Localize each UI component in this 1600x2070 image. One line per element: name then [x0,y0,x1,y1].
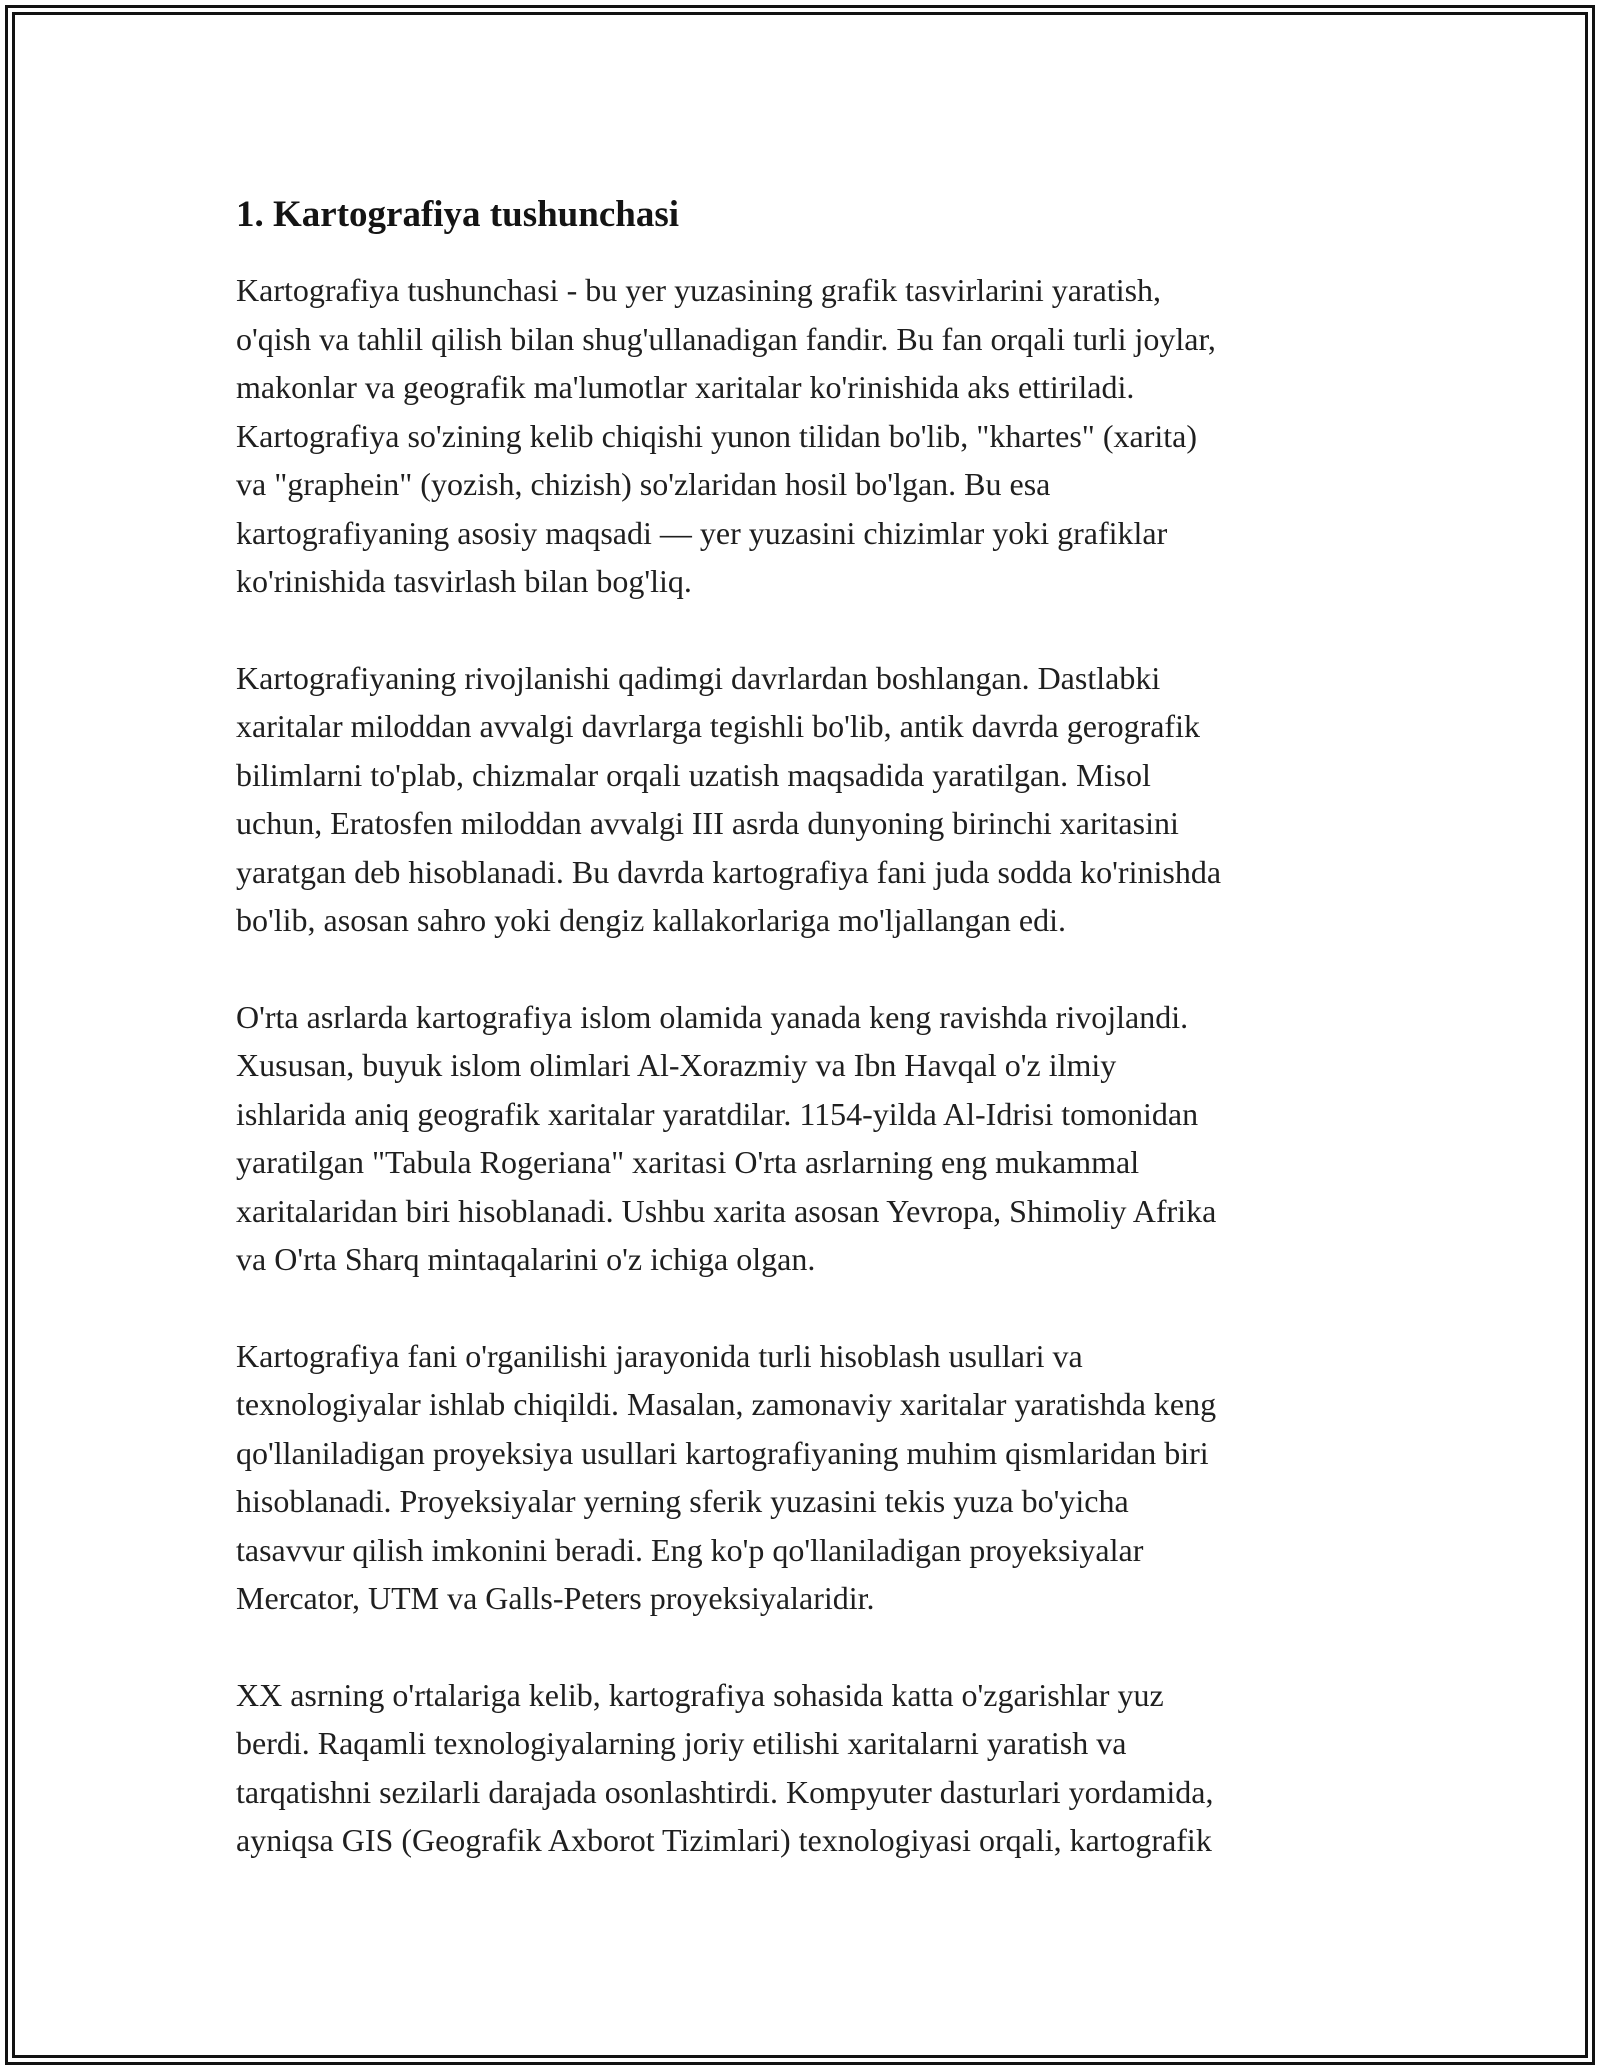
paragraph-line: tasavvur qilish imkonini beradi. Eng ko'p qo'llaniladigan proyeksiyalar [236,1531,1144,1568]
paragraph-line: Xususan, buyuk islom olimlari Al-Xorazmiy va Ibn Havqal o'z ilmiy [236,1047,1117,1083]
paragraph-line: Kartografiya fani o'rganilishi jarayonida turli hisoblash usullari va [236,1337,1083,1374]
paragraph-line: ko'rinishida tasvirlash bilan bog'liq. [236,563,692,599]
document-content [236,186,1386,1913]
paragraph-line: berdi. Raqamli texnologiyalarning joriy etilishi xaritalarni yaratish va [236,1725,1127,1761]
paragraph-line: tarqatishni sezilarli darajada osonlashtirdi. Kompyuter dasturlari yordamida, [236,1773,1214,1810]
paragraph-line: qo'llaniladigan proyeksiya usullari kartografiyaning muhim qismlaridan biri [236,1434,1209,1471]
paragraph-line: hisoblanadi. Proyeksiyalar yerning sferik yuzasini tekis yuza bo'yicha [236,1483,1129,1519]
paragraph-line: texnologiyalar ishlab chiqildi. Masalan, zamonaviy xaritalar yaratishda keng [236,1386,1217,1422]
paragraph-line: yaratgan deb hisoblanadi. Bu davrda kartografiya fani juda sodda ko'rinishda [236,853,1222,890]
paragraph-line: Mercator, UTM va Galls-Peters proyeksiyalaridir. [236,1580,875,1616]
paragraph-line: kartografiyaning asosiy maqsadi — yer yuzasini chizimlar yoki grafiklar [236,514,1168,551]
paragraph-definition [236,266,1386,606]
paragraph-line: ishlarida aniq geografik xaritalar yaratdilar. 1154-yilda Al-Idrisi tomonidan [236,1095,1199,1132]
paragraph-line: ayniqsa GIS (Geografik Axborot Tizimlari) texnologiyasi orqali, kartografik [236,1822,1212,1858]
paragraph-line: XX asrning o'rtalariga kelib, kartografiya sohasida katta o'zgarishlar yuz [236,1676,1164,1713]
paragraph-line: va O'rta Sharq mintaqalarini o'z ichiga olgan. [236,1241,816,1277]
paragraph-digital-era [236,1671,1386,1865]
paragraph-line: O'rta asrlarda kartografiya islom olamida yanada keng ravishda rivojlandi. [236,998,1189,1035]
paragraph-line: uchun, Eratosfen miloddan avvalgi III asrda dunyoning birinchi xaritasini [236,805,1179,841]
paragraph-line: va "graphein" (yozish, chizish) so'zlaridan hosil bo'lgan. Bu esa [236,466,1051,502]
paragraph-line: Kartografiya tushunchasi - bu yer yuzasining grafik tasvirlarini yaratish, [236,272,1162,308]
paragraph-line: makonlar va geografik ma'lumotlar xaritalar ko'rinishida aks ettiriladi. [236,369,1135,405]
paragraph-line: xaritalaridan biri hisoblanadi. Ushbu xarita asosan Yevropa, Shimoliy Afrika [236,1192,1217,1229]
paragraph-line: yaratilgan "Tabula Rogeriana" xaritasi O'rta asrlarning eng mukammal [236,1144,1140,1180]
paragraph-middle-ages [236,993,1386,1284]
paragraph-ancient-history [236,654,1386,945]
paragraph-line: bo'lib, asosan sahro yoki dengiz kallakorlariga mo'ljallangan edi. [236,902,1066,938]
paragraph-line: bilimlarni to'plab, chizmalar orqali uzatish maqsadida yaratilgan. Misol [236,756,1151,793]
paragraph-line: o'qish va tahlil qilish bilan shug'ullanadigan fandir. Bu fan orqali turli joylar, [236,320,1216,357]
paragraph-line: Kartografiya so'zining kelib chiqishi yunon tilidan bo'lib, "khartes" (xarita) [236,417,1197,454]
paragraph-projections [236,1332,1386,1623]
paragraph-line: Kartografiyaning rivojlanishi qadimgi davrlardan boshlangan. Dastlabki [236,659,1161,696]
section-title: 1. Kartografiya tushunchasi [236,194,680,235]
paragraph-line: xaritalar miloddan avvalgi davrlarga tegishli bo'lib, antik davrda gerografik [236,708,1200,744]
